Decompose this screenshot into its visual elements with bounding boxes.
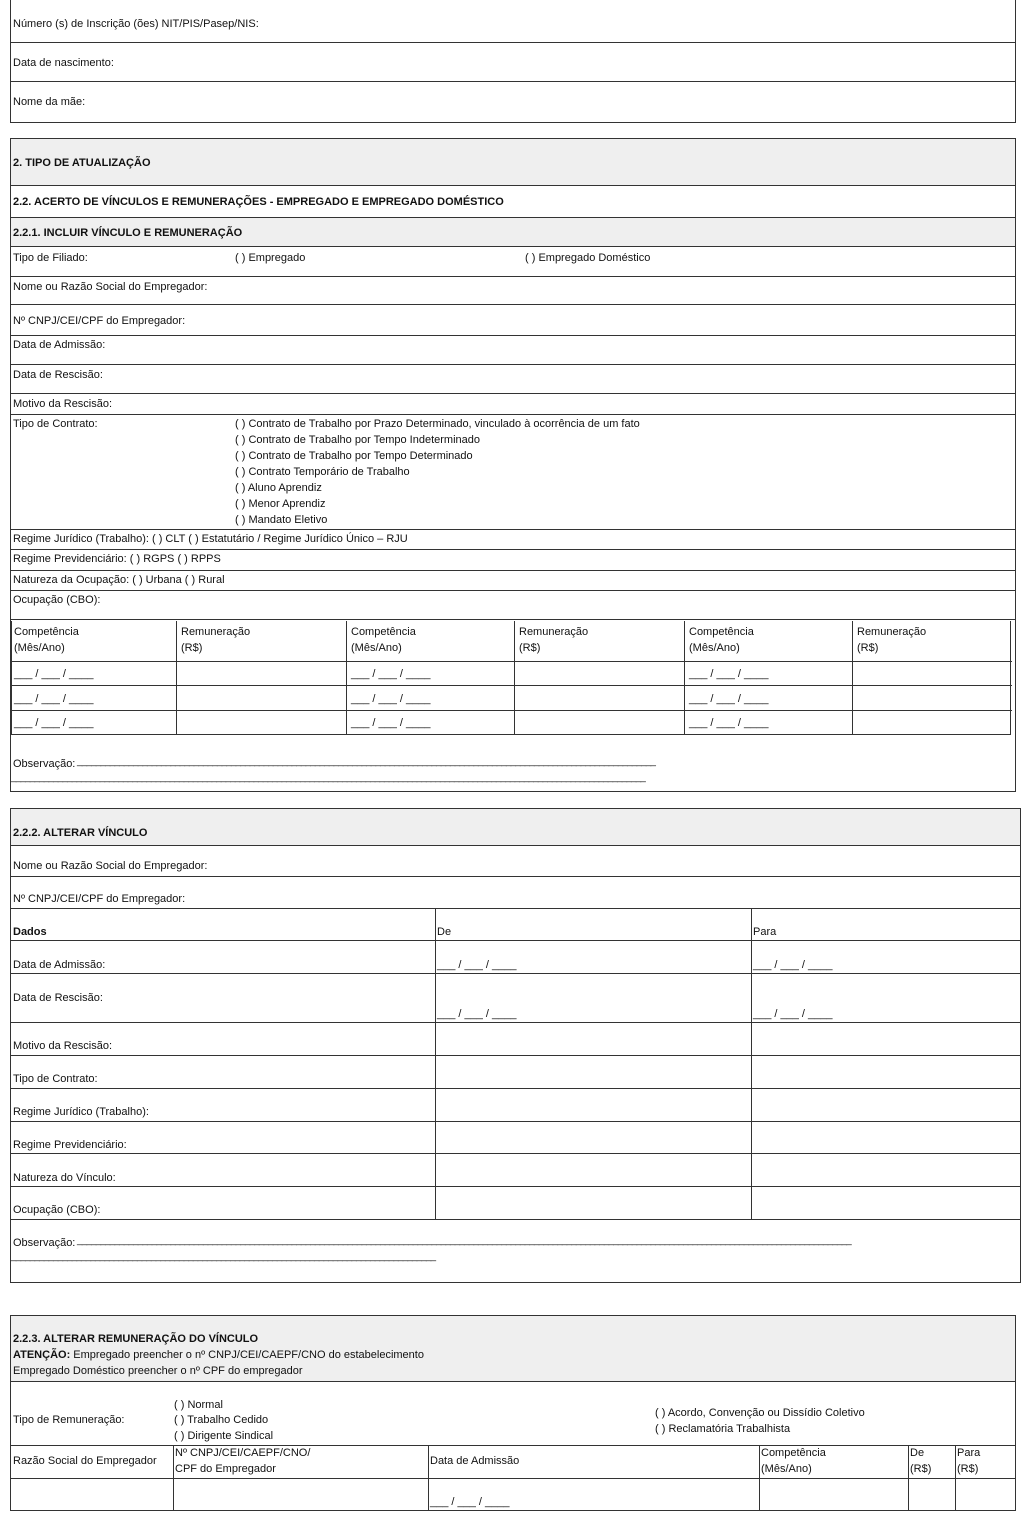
grid-header-competencia: Competência <box>14 626 79 638</box>
legal-regime-label: Regime Jurídico (Trabalho): <box>13 1106 149 1118</box>
remuneration-grid <box>11 621 1011 735</box>
attention-text: Empregado preencher o nº CNPJ/CEI/CAEPF/CNO do estabelecimento <box>70 1349 424 1361</box>
remuneration-option[interactable]: ( ) Reclamatória Trabalhista <box>655 1423 791 1435</box>
employer-name-label: Nome ou Razão Social do Empregador: <box>13 281 208 293</box>
remuneration-option[interactable]: ( ) Acordo, Convenção ou Dissídio Coletivo <box>655 1407 865 1419</box>
header-admission-date: Data de Admissão <box>430 1455 520 1467</box>
date-blank-field[interactable]: ___ / ___ / ____ <box>14 668 94 680</box>
col-dados-header: Dados <box>13 926 47 938</box>
date-blank-field[interactable]: ___ / ___ / ____ <box>430 1496 510 1508</box>
termination-reason-label: Motivo da Rescisão: <box>13 398 113 410</box>
occupation-nature-field[interactable]: Natureza da Ocupação: ( ) Urbana ( ) Rural <box>13 574 225 586</box>
contract-option[interactable]: ( ) Contrato de Trabalho por Tempo Determinado <box>235 450 473 462</box>
nit-label: Número (s) de Inscrição (ões) NIT/PIS/Pasep/NIS: <box>13 18 259 30</box>
date-blank-field[interactable]: ___ / ___ / ____ <box>437 1008 517 1020</box>
contract-type-label: Tipo de Contrato: <box>13 418 98 430</box>
employer-cnpj-label: Nº CNPJ/CEI/CPF do Empregador: <box>13 893 186 905</box>
option-empregado-domestico[interactable]: ( ) Empregado Doméstico <box>525 252 651 264</box>
contract-option[interactable]: ( ) Menor Aprendiz <box>235 498 326 510</box>
personal-data-block <box>10 0 1016 123</box>
employer-name-label: Nome ou Razão Social do Empregador: <box>13 860 208 872</box>
remuneration-type-label: Tipo de Remuneração: <box>13 1414 125 1426</box>
remuneration-option[interactable]: ( ) Dirigente Sindical <box>174 1430 274 1442</box>
occupation-cbo-label: Ocupação (CBO): <box>13 1204 101 1216</box>
observation-line[interactable]: ____________________________________________________________________________________________________________________________ <box>77 756 656 767</box>
social-security-regime-field[interactable]: Regime Previdenciário: ( ) RGPS ( ) RPPS <box>13 553 221 565</box>
header-competencia: Competência <box>761 1447 826 1459</box>
date-blank-field[interactable]: ___ / ___ / ____ <box>14 693 94 705</box>
bond-nature-label: Natureza do Vínculo: <box>13 1172 116 1184</box>
attention-note <box>13 1348 424 1362</box>
admission-date-label: Data de Admissão: <box>13 959 106 971</box>
social-security-regime-label: Regime Previdenciário: <box>13 1139 127 1151</box>
date-blank-field[interactable]: ___ / ___ / ____ <box>753 959 833 971</box>
attention-label: ATENÇÃO: <box>13 1349 71 1361</box>
grid-header-remuneracao: Remuneração <box>857 626 927 638</box>
section-2-2-title: 2.2. ACERTO DE VÍNCULOS E REMUNERAÇÕES - EMPREGADO E EMPREGADO DOMÉSTICO <box>13 196 504 208</box>
col-de-header: De <box>437 926 452 938</box>
section-2-block <box>10 138 1016 792</box>
contract-option[interactable]: ( ) Mandato Eletivo <box>235 514 328 526</box>
grid-header-remuneracao-sub: (R$) <box>181 642 203 654</box>
grid-header-competencia: Competência <box>689 626 754 638</box>
occupation-cbo-label: Ocupação (CBO): <box>13 594 101 606</box>
grid-header-competencia-sub: (Mês/Ano) <box>689 642 740 654</box>
observation-line[interactable]: ___________________________________________________________________________________________ <box>11 1251 436 1262</box>
date-blank-field[interactable]: ___ / ___ / ____ <box>14 717 94 729</box>
header-para: Para <box>957 1447 981 1459</box>
section-2-2-2-title: 2.2.2. ALTERAR VÍNCULO <box>13 827 148 839</box>
observation-label: Observação: <box>13 758 76 770</box>
observation-label: Observação: <box>13 1237 76 1249</box>
contract-option[interactable]: ( ) Contrato Temporário de Trabalho <box>235 466 410 478</box>
section-2-2-1-title: 2.2.1. INCLUIR VÍNCULO E REMUNERAÇÃO <box>13 227 243 239</box>
header-cnpj: Nº CNPJ/CEI/CAEPF/CNO/ <box>175 1447 311 1459</box>
admission-date-label: Data de Admissão: <box>13 339 106 351</box>
date-blank-field[interactable]: ___ / ___ / ____ <box>753 1008 833 1020</box>
col-para-header: Para <box>753 926 777 938</box>
contract-type-label: Tipo de Contrato: <box>13 1073 98 1085</box>
option-empregado[interactable]: ( ) Empregado <box>235 252 306 264</box>
grid-header-remuneracao-sub: (R$) <box>519 642 541 654</box>
date-blank-field[interactable]: ___ / ___ / ____ <box>351 668 431 680</box>
header-competencia-sub: (Mês/Ano) <box>761 1463 812 1475</box>
grid-header-competencia: Competência <box>351 626 416 638</box>
date-blank-field[interactable]: ___ / ___ / ____ <box>689 693 769 705</box>
section-2-title: 2. TIPO DE ATUALIZAÇÃO <box>13 157 151 169</box>
header-cnpj-sub: CPF do Empregador <box>175 1463 276 1475</box>
contract-option[interactable]: ( ) Contrato de Trabalho por Tempo Indeterminado <box>235 434 480 446</box>
grid-header-remuneracao: Remuneração <box>181 626 251 638</box>
observation-line[interactable]: ________________________________________________________________________________________________________________________________________ <box>11 772 645 783</box>
birth-date-label: Data de nascimento: <box>13 57 114 69</box>
section-2-2-3-block <box>10 1315 1016 1511</box>
date-blank-field[interactable]: ___ / ___ / ____ <box>351 693 431 705</box>
header-para-sub: (R$) <box>957 1463 979 1475</box>
employer-cnpj-label: Nº CNPJ/CEI/CPF do Empregador: <box>13 315 186 327</box>
domestic-note: Empregado Doméstico preencher o nº CPF do empregador <box>13 1365 303 1377</box>
termination-date-label: Data de Rescisão: <box>13 992 103 1004</box>
header-employer-name: Razão Social do Empregador <box>13 1455 157 1467</box>
grid-header-remuneracao: Remuneração <box>519 626 589 638</box>
date-blank-field[interactable]: ___ / ___ / ____ <box>437 959 517 971</box>
mother-name-label: Nome da mãe: <box>13 96 86 108</box>
date-blank-field[interactable]: ___ / ___ / ____ <box>689 717 769 729</box>
grid-header-competencia-sub: (Mês/Ano) <box>351 642 402 654</box>
termination-reason-label: Motivo da Rescisão: <box>13 1040 113 1052</box>
legal-regime-field[interactable]: Regime Jurídico (Trabalho): ( ) CLT ( ) Estatutário / Regime Jurídico Único – RJU <box>13 533 408 545</box>
grid-header-competencia-sub: (Mês/Ano) <box>14 642 65 654</box>
tipo-filiado-label: Tipo de Filiado: <box>13 252 88 264</box>
header-de: De <box>910 1447 925 1459</box>
remuneration-option[interactable]: ( ) Normal <box>174 1399 223 1411</box>
remuneration-option[interactable]: ( ) Trabalho Cedido <box>174 1414 269 1426</box>
section-2-2-3-title: 2.2.3. ALTERAR REMUNERAÇÃO DO VÍNCULO <box>13 1333 259 1345</box>
grid-header-remuneracao-sub: (R$) <box>857 642 879 654</box>
date-blank-field[interactable]: ___ / ___ / ____ <box>351 717 431 729</box>
contract-option[interactable]: ( ) Aluno Aprendiz <box>235 482 322 494</box>
section-2-2-2-block <box>10 808 1021 1283</box>
observation-line[interactable]: ______________________________________________________________________________________________________________________________________________________________________ <box>77 1235 851 1246</box>
header-de-sub: (R$) <box>910 1463 932 1475</box>
termination-date-label: Data de Rescisão: <box>13 369 103 381</box>
date-blank-field[interactable]: ___ / ___ / ____ <box>689 668 769 680</box>
contract-option[interactable]: ( ) Contrato de Trabalho por Prazo Determinado, vinculado à ocorrência de um fato <box>235 418 640 430</box>
